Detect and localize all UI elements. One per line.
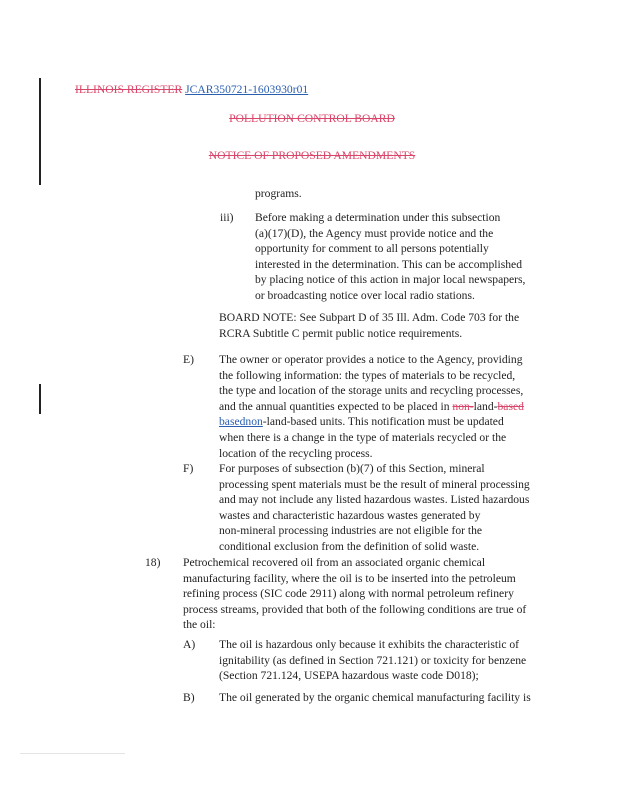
text-line: Petrochemical recovered oil from an associated organic chemical xyxy=(183,556,486,569)
text-line: processing spent materials must be the result of mineral processing xyxy=(219,477,530,491)
change-bar-middle xyxy=(39,384,41,414)
text-fragment: and the annual quantities expected to be placed in xyxy=(219,399,453,413)
text-line: (a)(17)(D), the Agency must provide notice and the xyxy=(255,226,494,240)
text-line-amended xyxy=(219,414,524,430)
struck-text: non- xyxy=(452,399,474,413)
programs-text: programs. xyxy=(255,187,302,200)
board-note xyxy=(219,310,519,341)
text-line: the following information: the types of materials to be recycled, xyxy=(219,368,516,382)
text-line: The oil generated by the organic chemical manufacturing facility is xyxy=(219,691,531,704)
e-paragraph xyxy=(219,352,524,461)
f-label: F) xyxy=(183,462,194,475)
text-line: interested in the determination. This can be accomplished xyxy=(255,257,523,271)
a-paragraph xyxy=(219,637,526,684)
item-18-label: 18) xyxy=(145,556,161,569)
register-struck-text: ILLINOIS REGISTER xyxy=(75,83,183,96)
footer-rule xyxy=(20,753,125,754)
f-paragraph xyxy=(219,461,530,555)
text-line: and may not include any listed hazardous wastes. Listed hazardous xyxy=(219,493,530,507)
text-line: For purposes of subsection (b)(7) of this Section, mineral xyxy=(219,462,485,475)
item-18-paragraph xyxy=(183,555,526,633)
change-bar-top xyxy=(39,78,41,185)
text-line: opportunity for comment to all persons potentially xyxy=(255,242,489,256)
text-line: ignitability (as defined in Section 721.121) or toxicity for benzene xyxy=(219,653,527,667)
text-line: The owner or operator provides a notice to the Agency, providing xyxy=(219,353,523,366)
text-line: process streams, provided that both of the following conditions are true of xyxy=(183,602,527,616)
board-title: POLLUTION CONTROL BOARD xyxy=(229,112,395,125)
text-line: The oil is hazardous only because it exhibits the characteristic of xyxy=(219,638,520,651)
register-header xyxy=(75,82,308,98)
text-fragment: land- xyxy=(473,399,498,413)
register-inserted-text: JCAR350721-1603930r01 xyxy=(185,83,309,96)
text-line: RCRA Subtitle C permit public notice requirements. xyxy=(219,326,463,340)
text-line: the oil: xyxy=(183,618,216,632)
text-line: (Section 721.124, USEPA hazardous waste code D018); xyxy=(219,669,479,683)
text-fragment: -land-based units. This notification must be updated xyxy=(262,415,504,429)
text-line-amended xyxy=(219,399,524,415)
b-paragraph xyxy=(219,690,531,706)
text-line: manufacturing facility, where the oil is to be inserted into the petroleum xyxy=(183,571,516,585)
b-label: B) xyxy=(183,691,195,704)
a-label: A) xyxy=(183,638,196,651)
text-line: Before making a determination under this subsection xyxy=(255,211,501,224)
iii-label: iii) xyxy=(220,211,234,224)
inserted-text: basednon xyxy=(219,415,263,429)
text-line: when there is a change in the type of materials recycled or the xyxy=(219,430,507,444)
struck-text: based xyxy=(497,399,524,413)
text-line: location of the recycling process. xyxy=(219,446,373,460)
text-line: the type and location of the storage units and recycling processes, xyxy=(219,384,524,398)
text-line: non-mineral processing industries are not eligible for the xyxy=(219,524,483,538)
text-line: BOARD NOTE: See Subpart D of 35 Ill. Adm. Code 703 for the xyxy=(219,311,520,324)
e-label: E) xyxy=(183,353,194,366)
text-line: or broadcasting notice over local radio stations. xyxy=(255,288,475,302)
text-line: conditional exclusion from the definition of solid waste. xyxy=(219,539,480,553)
text-line: refining process (SIC code 2911) along with normal petroleum refinery xyxy=(183,587,514,601)
text-line: by placing notice of this action in major local newspapers, xyxy=(255,273,526,287)
iii-paragraph xyxy=(255,210,525,304)
notice-title: NOTICE OF PROPOSED AMENDMENTS xyxy=(208,149,416,162)
text-line: wastes and characteristic hazardous wastes generated by xyxy=(219,508,481,522)
